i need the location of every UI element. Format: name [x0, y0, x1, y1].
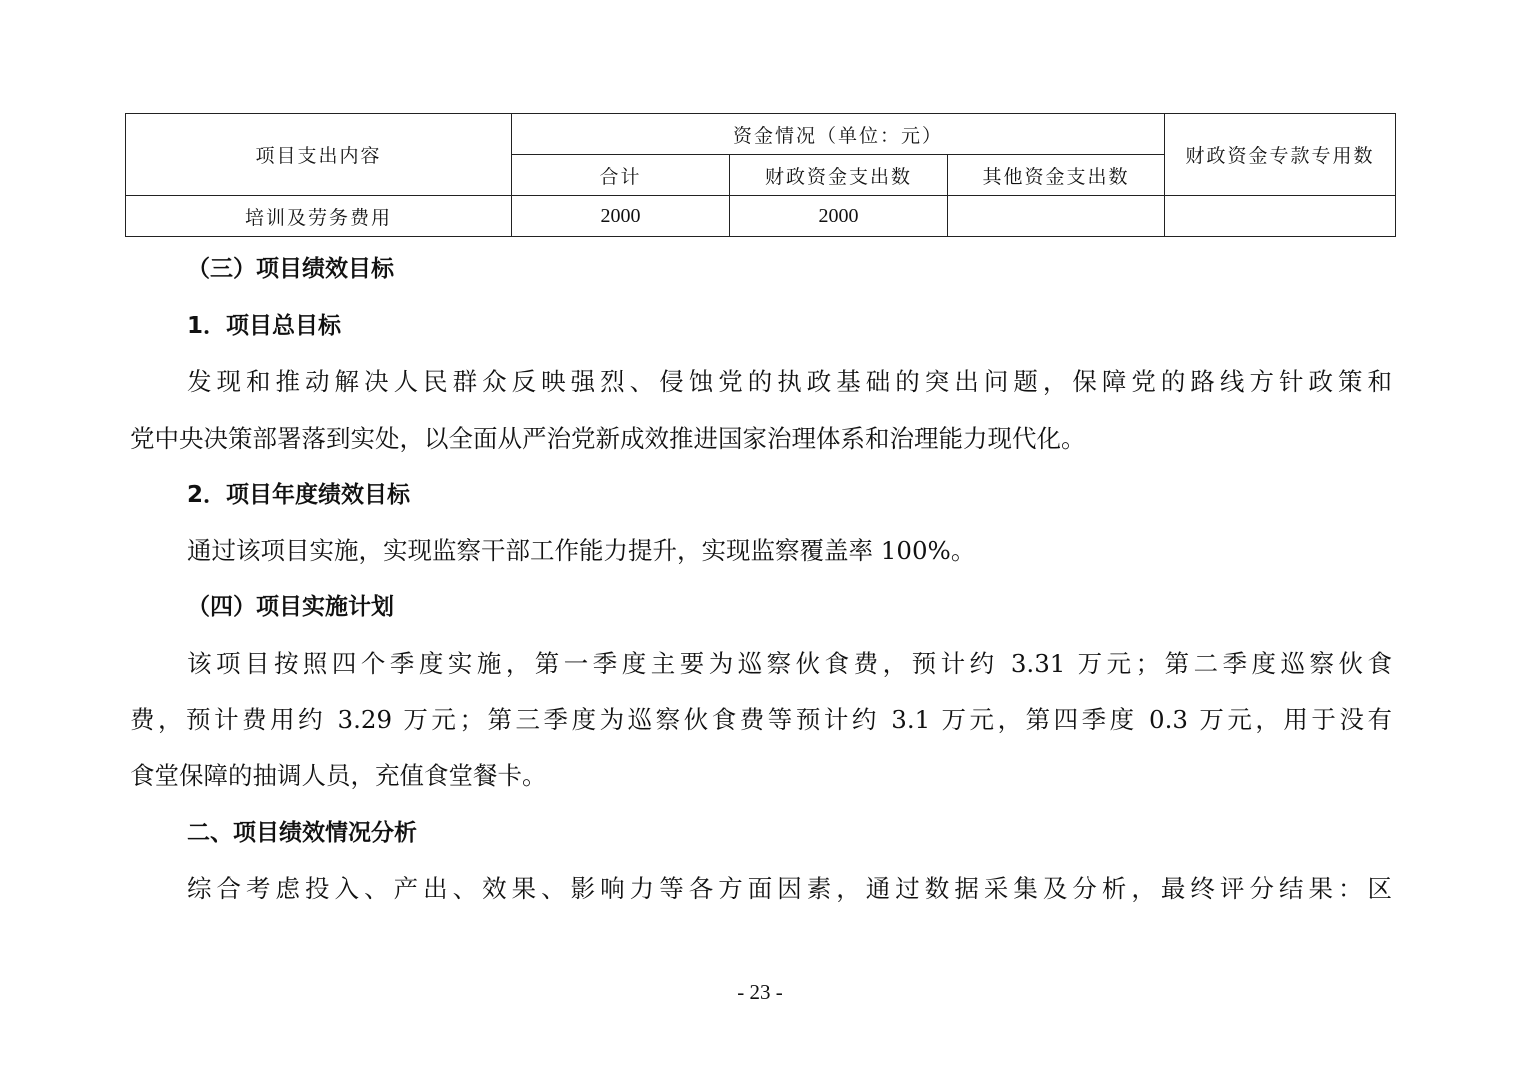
- section-3-1-heading: 1．项目总目标: [187, 313, 342, 339]
- section-3-heading: （三）项目绩效目标: [187, 256, 394, 282]
- header-special: 财政资金专款专用数: [1165, 114, 1396, 196]
- part-2-paragraph-line-1: 综合考虑投入、产出、效果、影响力等各方面因素，通过数据采集及分析，最终评分结果：区: [187, 874, 1392, 903]
- section-3-1-paragraph-line-2: 党中央决策部署落到实处，以全面从严治党新成效推进国家治理体系和治理能力现代化。: [130, 424, 1086, 453]
- section-4-paragraph-line-2: 费，预计费用约 3.29 万元；第三季度为巡察伙食费等预计约 3.1 万元，第四季度 0.3 万元，用于没有: [130, 705, 1392, 734]
- header-funds: 资金情况（单位：元）: [512, 114, 1165, 155]
- section-4-heading: （四）项目实施计划: [187, 594, 394, 620]
- section-3-1-paragraph-line-1: 发现和推动解决人民群众反映强烈、侵蚀党的执政基础的突出问题，保障党的路线方针政策和: [187, 367, 1392, 396]
- row-special: [1165, 196, 1396, 237]
- row-total: 2000: [512, 196, 730, 237]
- row-content: 培训及劳务费用: [126, 196, 512, 237]
- subheader-total: 合计: [512, 155, 730, 196]
- page-number: - 23 -: [737, 980, 783, 1004]
- row-fiscal: 2000: [730, 196, 948, 237]
- section-4-paragraph-line-1: 该项目按照四个季度实施，第一季度主要为巡察伙食费，预计约 3.31 万元；第二季度巡察伙食: [187, 649, 1392, 678]
- section-3-2-heading: 2．项目年度绩效目标: [187, 482, 411, 508]
- subheader-other: 其他资金支出数: [948, 155, 1165, 196]
- section-4-paragraph-line-3: 食堂保障的抽调人员，充值食堂餐卡。: [130, 761, 547, 790]
- subheader-fiscal: 财政资金支出数: [730, 155, 948, 196]
- row-other: [948, 196, 1165, 237]
- table-header-row: [126, 114, 1396, 155]
- part-2-heading: 二、项目绩效情况分析: [187, 820, 417, 846]
- section-3-2-paragraph: 通过该项目实施，实现监察干部工作能力提升，实现监察覆盖率 100%。: [187, 536, 976, 565]
- table-row: [126, 196, 1396, 237]
- header-content: 项目支出内容: [126, 114, 512, 196]
- budget-table: [125, 113, 1396, 237]
